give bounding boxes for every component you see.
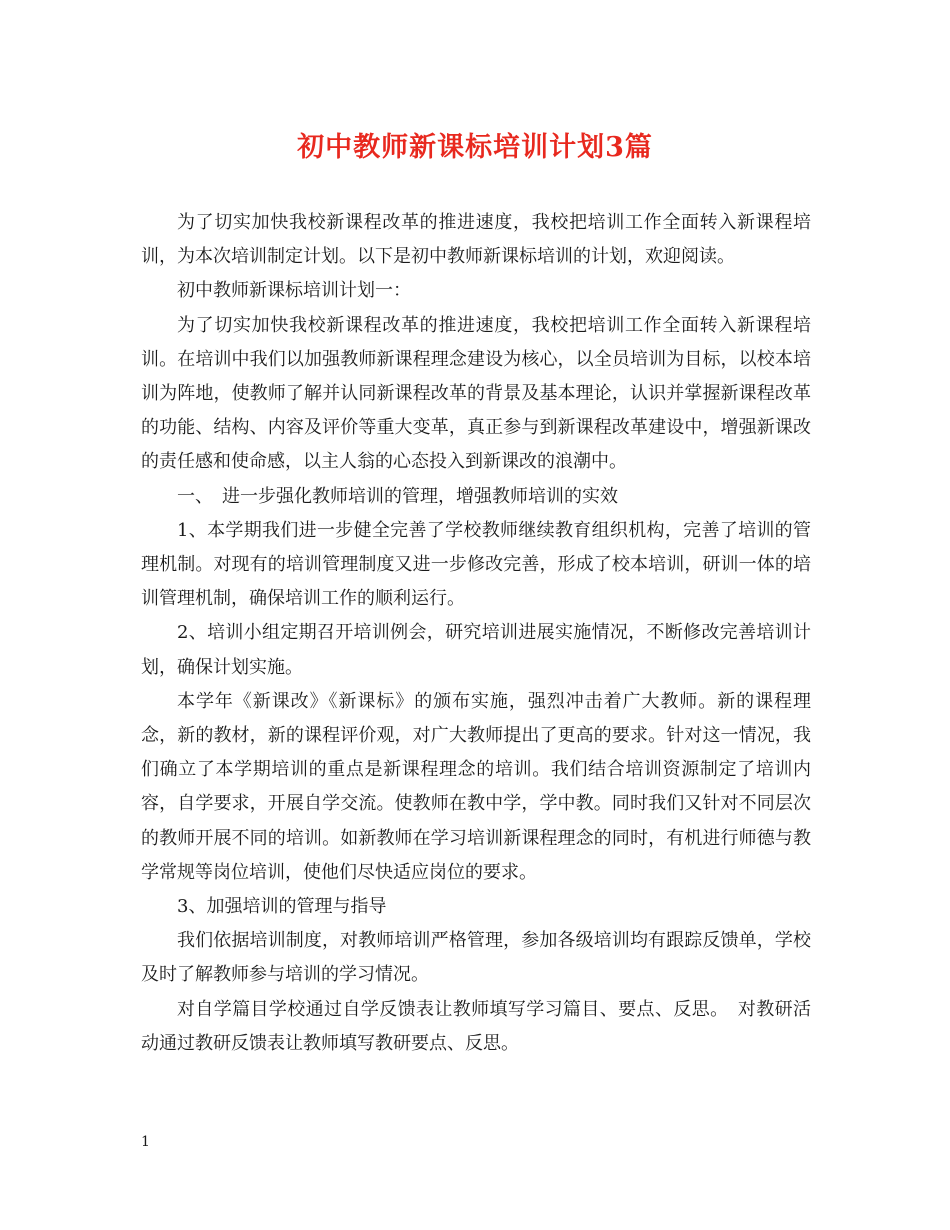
- paragraph-plan-one-intro: 为了切实加快我校新课程改革的推进速度，我校把培训工作全面转入新课程培训。在培训中我们以加强教师新课程理念建设为核心，以全员培训为目标，以校本培训为阵地，使教师了解并认同新课程改革的背景及基本理论，认识并掌握新课程改革的功能、结构、内容及评价等重大变革，真正参与到新课程改革建设中，增强新课改的责任感和使命感，以主人翁的心态投入到新课改的浪潮中。: [141, 314, 811, 473]
- page-number: 1: [141, 1134, 150, 1150]
- paragraph-item-2: 2、培训小组定期召开培训例会，研究培训进展实施情况，不断修改完善培训计划，确保计划实施。: [141, 622, 811, 678]
- paragraph-item-3: 3、加强培训的管理与指导: [177, 896, 387, 918]
- paragraph-item-1: 1、本学期我们进一步健全完善了学校教师继续教育组织机构，完善了培训的管理机制。对现有的培训管理制度又进一步修改完善，形成了校本培训，研训一体的培训管理机制，确保培训工作的顺利运行。: [141, 519, 811, 610]
- paragraph-new-curriculum: 本学年《新课改》《新课标》的颁布实施，强烈冲击着广大教师。新的课程理念，新的教材，新的课程评价观，对广大教师提出了更高的要求。针对这一情况，我们确立了本学期培训的重点是新课程理念的培训。我们结合培训资源制定了培训内容，自学要求，开展自学交流。使教师在教中学，学中教。同时我们又针对不同层次的教师开展不同的培训。如新教师在学习培训新课程理念的同时，有机进行师德与教学常规等岗位培训，使他们尽快适应岗位的要求。: [141, 690, 811, 883]
- paragraph-management: 我们依据培训制度，对教师培训严格管理，参加各级培训均有跟踪反馈单，学校及时了解教师参与培训的学习情况。: [141, 930, 811, 986]
- document-title: 初中教师新课标培训计划3篇: [297, 132, 653, 163]
- paragraph-feedback: 对自学篇目学校通过自学反馈表让教师填写学习篇目、要点、反思。 对教研活动通过教研反馈表让教师填写教研要点、反思。: [141, 998, 811, 1054]
- paragraph-plan-one-heading: 初中教师新课标培训计划一：: [177, 280, 411, 302]
- paragraph-intro: 为了切实加快我校新课程改革的推进速度，我校把培训工作全面转入新课程培训，为本次培训制定计划。以下是初中教师新课标培训的计划，欢迎阅读。: [141, 212, 811, 268]
- section-heading-one: 一、 进一步强化教师培训的管理，增强教师培训的实效: [177, 485, 618, 507]
- document-body: [141, 206, 811, 1061]
